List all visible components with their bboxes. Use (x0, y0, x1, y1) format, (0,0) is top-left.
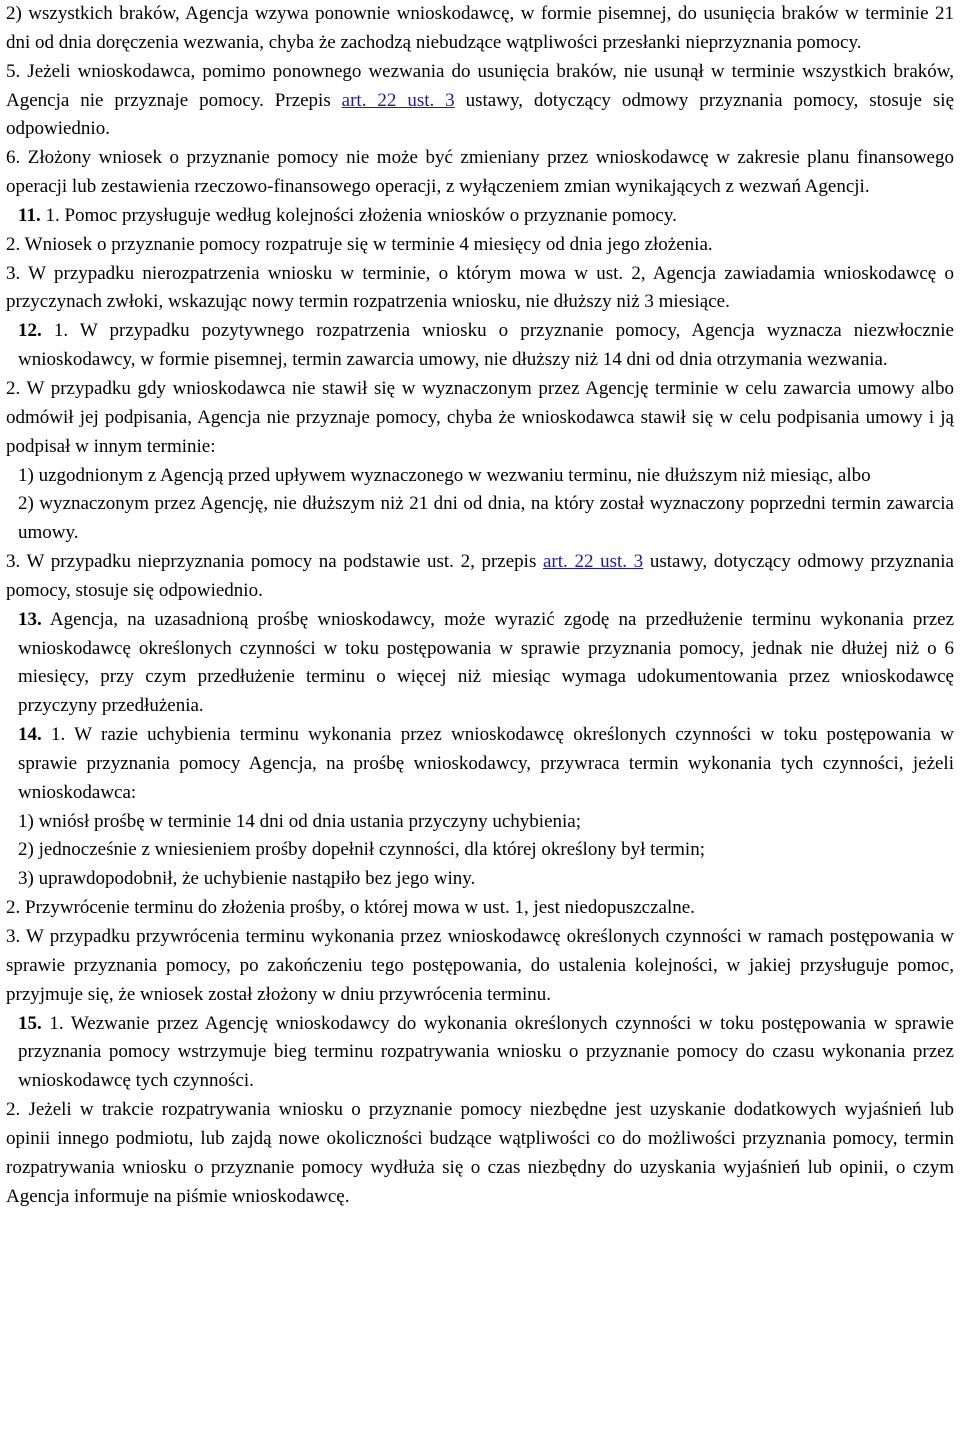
paragraph (6, 923, 954, 1010)
text-run: 6. Złożony wniosek o przyznanie pomocy nie może być zmieniany przez wnioskodawcę w zakresie planu finansowego operacji lub zestawienia rzeczowo-finansowego operacji, z wyłączeniem zmian wynikających z wezwań Agencji. (6, 147, 954, 198)
text-run: 1) uzgodnionym z Agencją przed upływem wyznaczonego w wezwaniu terminu, nie dłuższym niż miesiąc, albo (18, 464, 871, 486)
text-run: Agencja, na uzasadnioną prośbę wnioskodawcy, może wyrazić zgodę na przedłużenie terminu wykonania przez wnioskodawcę określonych czynności w toku postępowania w sprawie przyznania pomocy, jednak nie dłużej niż o 6 miesięcy, przy czym przedłużenie terminu o więcej niż miesiąc wymaga udokumentowania przez wnioskodawcę przyczyny przedłużenia. (18, 608, 954, 717)
list-item (6, 836, 954, 865)
list-item (6, 865, 954, 894)
paragraph (6, 260, 954, 318)
paragraph (6, 606, 954, 721)
text-run: 1. Wezwanie przez Agencję wnioskodawcy do wykonania określonych czynności w toku postępowania w sprawie przyznania pomocy wstrzymuje bieg terminu rozpatrywania wniosku o przyznanie pomocy do czasu wykonania przez wnioskodawcę tych czynności. (18, 1012, 954, 1092)
text-run: 2. W przypadku gdy wnioskodawca nie stawił się w wyznaczonym przez Agencję terminie w celu zawarcia umowy albo odmówił jej podpisania, Agencja nie przyznaje pomocy, chyba że wnioskodawca stawił się w celu podpisania umowy i ją podpisał w innym terminie: (6, 377, 954, 457)
paragraph (6, 58, 954, 145)
text-run: 2. Jeżeli w trakcie rozpatrywania wniosku o przyznanie pomocy niezbędne jest uzyskanie dodatkowych wyjaśnień lub opinii innego podmiotu, lub zajdą nowe okoliczności budzące wątpliwości co do możliwości przyznania pomocy, termin rozpatrywania wniosku o przyznanie pomocy wydłuża się o czas niezbędny do uzyskania wyjaśnień lub opinii, o czym Agencja informuje na piśmie wnioskodawcę. (6, 1099, 954, 1207)
paragraph (6, 1096, 954, 1211)
paragraph (6, 202, 954, 231)
text-run: 2) jednocześnie z wniesieniem prośby dopełnił czynności, dla której określony był termin; (18, 839, 705, 861)
paragraph (6, 1010, 954, 1097)
section-number: 13. (18, 608, 42, 630)
paragraph (6, 231, 954, 260)
text-run: ustawy, dotyczący odmowy przyznania pomocy, stosuje się odpowiednio. (6, 89, 955, 140)
paragraph (6, 721, 954, 808)
paragraph (6, 548, 954, 606)
text-run: 2) wyznaczonym przez Agencję, nie dłuższym niż 21 dni od dnia, na który został wyznaczony poprzedni termin zawarcia umowy. (18, 493, 954, 544)
paragraph (6, 375, 954, 462)
text-run: 5. Jeżeli wnioskodawca, pomimo ponownego wezwania do usunięcia braków, nie usunął w terminie wszystkich braków, Agencja nie przyznaje pomocy. Przepis (6, 60, 954, 111)
text-run: 2. Wniosek o przyznanie pomocy rozpatruje się w terminie 4 miesięcy od dnia jego złożenia. (6, 233, 713, 255)
paragraph (6, 0, 954, 58)
text-run: 3. W przypadku przywrócenia terminu wykonania przez wnioskodawcę określonych czynności w ramach postępowania w sprawie przyznania pomocy, po zakończeniu tego postępowania, do ustalenia kolejności, w jakiej przysługuje pomoc, przyjmuje się, że wniosek został złożony w dniu przywrócenia terminu. (6, 926, 954, 1005)
text-run: 1. W przypadku pozytywnego rozpatrzenia wniosku o przyznanie pomocy, Agencja wyznacza niezwłocznie wnioskodawcy, w formie pisemnej, termin zawarcia umowy, nie dłuższy niż 14 dni od dnia otrzymania wezwania. (18, 320, 954, 371)
section-number: 14. (18, 724, 42, 746)
text-run: 2. Przywrócenie terminu do złożenia prośby, o której mowa w ust. 1, jest niedopuszczalne. (6, 897, 695, 919)
text-run: 1. Pomoc przysługuje według kolejności złożenia wniosków o przyznanie pomocy. (40, 204, 677, 226)
text-run: 2) wszystkich braków, Agencja wzywa ponownie wnioskodawcę, w formie pisemnej, do usunięcia braków w terminie 21 dni od dnia doręczenia wezwania, chyba że zachodzą niebudzące wątpliwości przesłanki nieprzyznania pomocy. (6, 3, 954, 53)
text-run: 3. W przypadku nierozpatrzenia wniosku w terminie, o którym mowa w ust. 2, Agencja zawiadamia wnioskodawcę o przyczynach zwłoki, wskazując nowy termin rozpatrzenia wniosku, nie dłuższy niż 3 miesiące. (6, 262, 954, 313)
list-item (6, 490, 954, 548)
paragraph (6, 144, 954, 202)
text-run: ustawy, dotyczący odmowy przyznania pomocy, stosuje się odpowiednio. (6, 551, 954, 601)
paragraph (6, 317, 954, 375)
paragraph (6, 894, 954, 923)
section-number: 11. (18, 204, 41, 226)
article-link[interactable]: art. 22 ust. 3 (341, 89, 455, 111)
section-number: 12. (18, 320, 42, 342)
text-run: 3. W przypadku nieprzyznania pomocy na podstawie ust. 2, przepis (6, 551, 543, 573)
text-run: 3) uprawdopodobnił, że uchybienie nastąpiło bez jego winy. (18, 868, 476, 890)
text-run: 1) wniósł prośbę w terminie 14 dni od dnia ustania przyczyny uchybienia; (18, 810, 582, 832)
section-number: 15. (18, 1012, 42, 1034)
text-run: 1. W razie uchybienia terminu wykonania przez wnioskodawcę określonych czynności w toku postępowania w sprawie przyznania pomocy Agencja, na prośbę wnioskodawcy, przywraca termin wykonania tych czynności, jeżeli wnioskodawca: (18, 724, 954, 803)
list-item (6, 462, 954, 491)
article-link[interactable]: art. 22 ust. 3 (543, 551, 644, 573)
list-item (6, 808, 954, 837)
